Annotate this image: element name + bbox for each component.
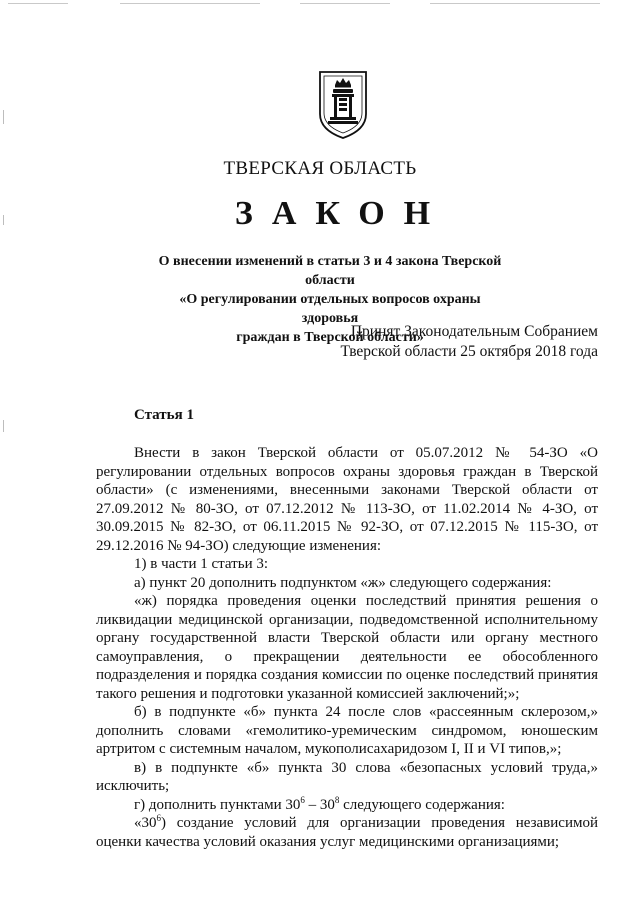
article-paragraph: «ж) порядка проведения оценки последствий принятия решения о ликвидации медицинской организации, подведомственной исполнительному органу государственной власти Тверской области или органу местного самоуправления, о прекращении деятельности ее обособленного подразделения и порядка создания комиссии по оценке последствий принятия такого решения и подготовки указанной комиссией заключений;»;	[96, 593, 598, 702]
tver-coat-of-arms-emblem	[318, 70, 368, 140]
article-heading: Статья 1	[134, 407, 194, 423]
para-g-sup: 8	[334, 794, 340, 805]
law-word: ЗАКОН	[234, 195, 450, 232]
article-paragraph: в) в подпункте «б» пункта 30 слова «безопасных условий труда,» исключить;	[96, 759, 598, 794]
adoption-line: Принят Законодательным Собранием	[350, 323, 598, 340]
para-30-6-text: ) создание условий для организации проведения независимой оценки качества условий оказания услуг медицинскими организациями;	[96, 815, 598, 850]
article-paragraph-30-6	[96, 814, 598, 851]
para-g-mid: – 30	[304, 796, 335, 813]
scan-edge-top	[0, 0, 640, 8]
article-paragraph: 1) в части 1 статьи 3:	[134, 556, 269, 572]
article-paragraph: б) в подпункте «б» пункта 24 после слов «рассеянным склерозом,» дополнить словами «гемолитико-уремическим синдромом, юношеским артритом с системным началом, мукополисахаридозом I, II и VI типов,»;	[96, 704, 598, 757]
law-title-line: О внесении изменений в статьи 3 и 4 закона Тверской области	[158, 254, 502, 288]
adoption-note	[341, 322, 599, 362]
law-title-line: граждан в Тверской области»	[236, 330, 424, 345]
para-g-prefix: г) дополнить пунктами 30	[134, 796, 301, 813]
para-30-6-sup: 6	[156, 813, 161, 823]
scan-edge-mark	[3, 420, 4, 432]
scan-edge-mark	[3, 110, 4, 124]
para-30-6-open: «30	[134, 815, 157, 831]
article-paragraph-g	[96, 796, 598, 815]
region-name: ТВЕРСКАЯ ОБЛАСТЬ	[223, 158, 417, 179]
law-title-line: «О регулировании отдельных вопросов охраны здоровья	[179, 292, 481, 326]
para-g-sup: 6	[300, 794, 305, 805]
article-body	[96, 444, 598, 851]
para-g-suffix: следующего содержания:	[339, 796, 505, 813]
article-paragraph: а) пункт 20 дополнить подпунктом «ж» следующего содержания:	[134, 574, 552, 591]
article-paragraph: Внести в закон Тверской области от 05.07.2012 № 54-ЗО «О регулировании отдельных вопросов охраны здоровья граждан в Тверской области» (с изменениями, внесенными законами Тверской области от 27.09.2012 № 80-ЗО, от 07.12.2012 № 113-ЗО, от 11.02.2014 № 4-ЗО, от 30.09.2015 № 82-ЗО, от 06.11.2015 № 92-ЗО, от 07.12.2015 № 115-ЗО, от 29.12.2016 № 94-ЗО) следующие изменения:	[96, 445, 598, 554]
adoption-line: Тверской области 25 октября 2018 года	[340, 343, 598, 360]
